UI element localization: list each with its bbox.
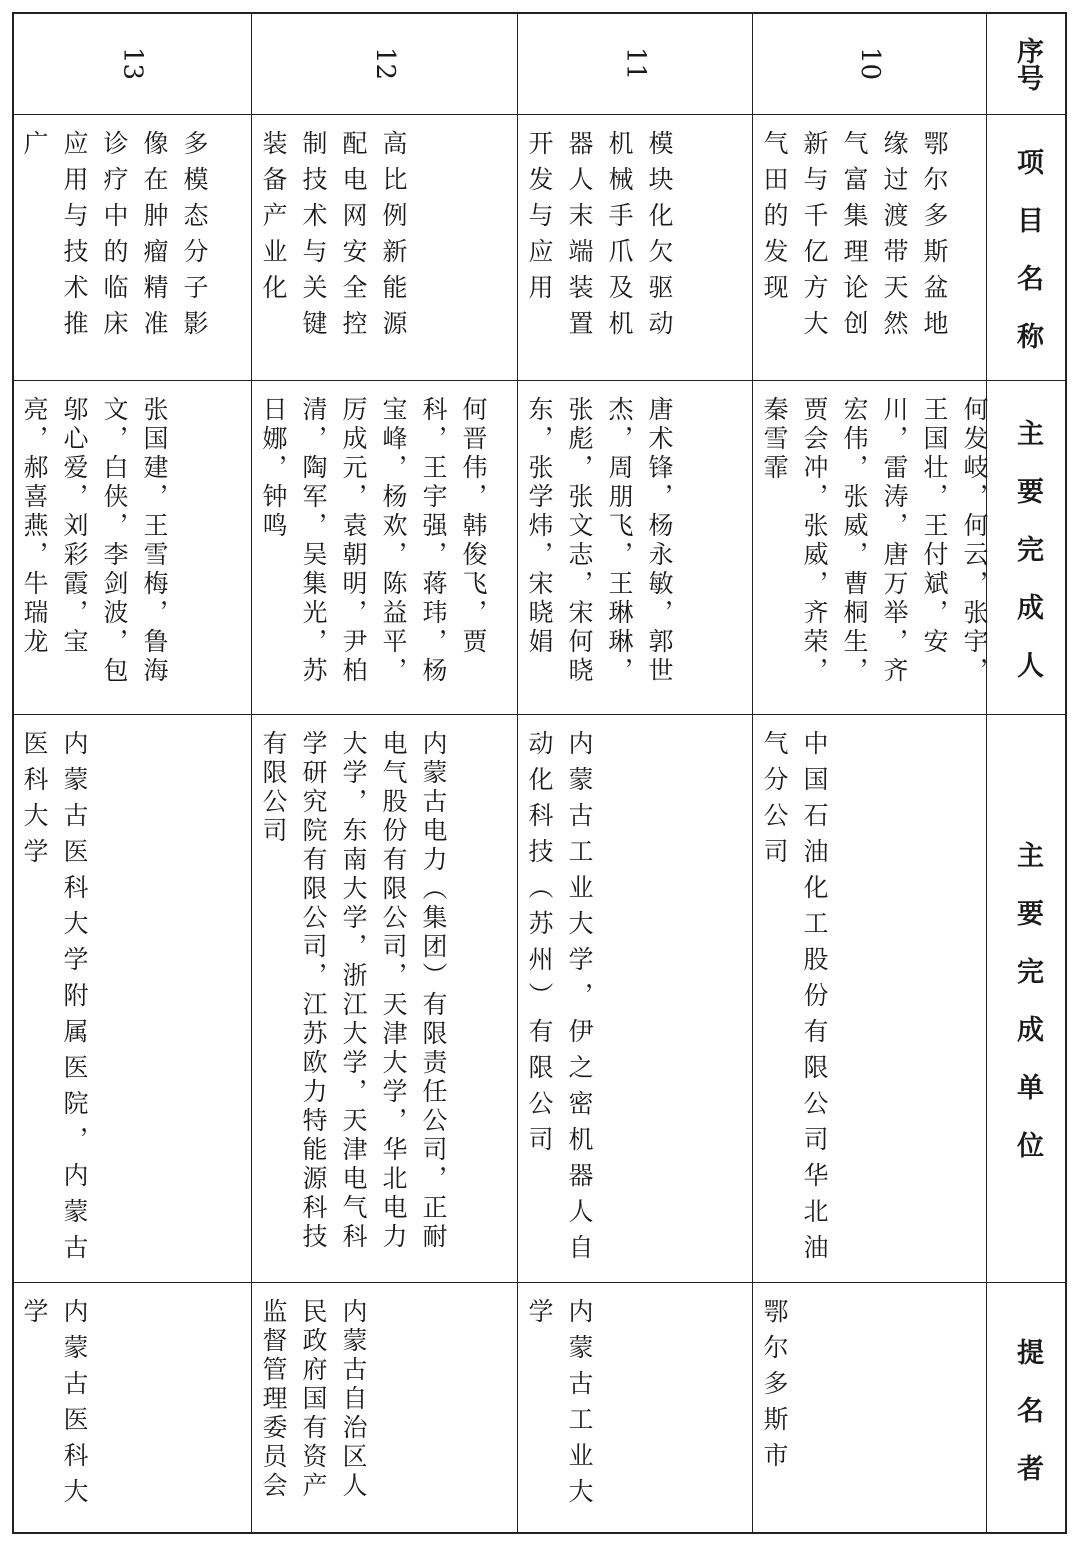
row-persons: 唐术锋，杨永敏，郭世杰，周朋飞，王琳琳，张彪，张文志，宋何晓东，张学炜，宋晓娟 — [525, 396, 674, 686]
header-project: 项 目 名 称 — [1012, 147, 1043, 349]
row-divider — [14, 114, 1065, 115]
row-project: 高比例新能源配电网安全控制技术与关键装备产业化 — [259, 130, 408, 346]
row-divider — [14, 380, 1065, 381]
row-units: 中国石油化工股份有限公司华北油气分公司 — [760, 730, 829, 1270]
row-project: 多模态分子影像在肿瘤精准诊疗中的临床应用与技术推广 — [20, 130, 209, 346]
header-persons: 主 要 完 成 人 — [1012, 418, 1043, 678]
row-project: 鄂尔多斯盆地缘过渡带天然气富集理论创新与千亿方大气田的发现 — [760, 130, 949, 346]
header-units: 主 要 完 成 单 位 — [1012, 840, 1043, 1158]
row-seq: 10 — [855, 47, 885, 81]
row-nominator: 内蒙古工业大学 — [525, 1298, 594, 1514]
row-divider — [14, 714, 1065, 715]
row-project: 模块化欠驱动机械手爪及机器人末端装置开发与应用 — [525, 130, 674, 346]
row-seq: 13 — [117, 47, 148, 81]
award-table — [12, 12, 1067, 1534]
header-seq: 序号 — [1012, 37, 1043, 91]
row-divider — [14, 1282, 1065, 1283]
column-divider — [752, 14, 753, 1532]
row-nominator: 内蒙古自治区人民政府国有资产监督管理委员会 — [259, 1298, 368, 1501]
row-units: 内蒙古电力（集团）有限责任公司，正耐电气股份有限公司，天津大学，华北电力大学，东南大学，浙江大学，天津电气科学研究院有限公司，江苏欧力特能源科技有限公司 — [259, 730, 448, 1252]
column-divider — [251, 14, 252, 1532]
column-divider — [986, 14, 987, 1532]
column-divider — [517, 14, 518, 1532]
row-persons: 何发岐，何云，张宇，王国壮，王付斌，安川，雷涛，唐万举，齐宏伟，张威，曹桐生，贾会冲，张威，齐荣，秦雪霏 — [760, 396, 989, 686]
row-nominator: 内蒙古医科大学 — [20, 1298, 89, 1514]
row-units: 内蒙古工业大学，伊之密机器人自动化科技（苏州）有限公司 — [525, 730, 594, 1270]
row-persons: 张国建，王雪梅，鲁海文，白侠，李剑波，包邬心爱，刘彩霞，宝亮，郝喜燕，牛瑞龙 — [20, 396, 169, 686]
row-units: 内蒙古医科大学附属医院，内蒙古医科大学 — [20, 730, 89, 1270]
row-seq: 11 — [620, 47, 651, 81]
row-persons: 何晋伟，韩俊飞，贾科，王宇强，蒋玮，杨宝峰，杨欢，陈益平，厉成元，袁朝明，尹柏清，陶军，吴集光，苏日娜，钟鸣 — [259, 396, 488, 686]
row-nominator: 鄂尔多斯市 — [760, 1298, 789, 1478]
header-nominator: 提 名 者 — [1012, 1337, 1043, 1481]
row-seq: 12 — [370, 47, 400, 81]
